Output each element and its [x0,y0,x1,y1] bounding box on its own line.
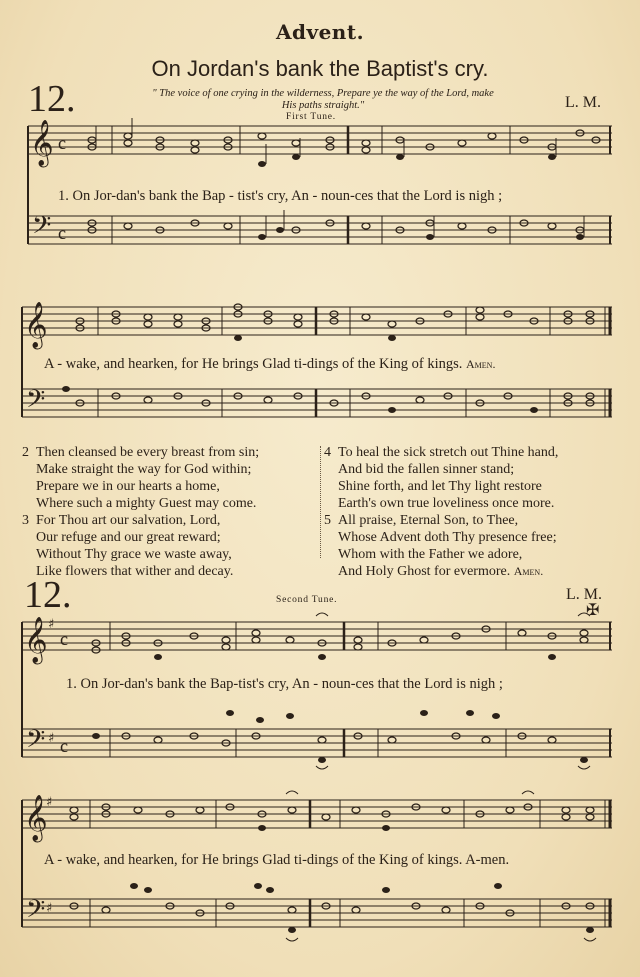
verse-number: 2 [22,445,29,460]
hymn-number: 12. [28,78,76,120]
verse-line: Like flowers that wither and decay. [36,564,234,579]
verse-line: To heal the sick stretch out Thine hand, [338,445,559,460]
svg-text:𝄢: 𝄢 [26,385,46,420]
epigraph-line-2: His paths straight." [281,100,365,111]
epigraph [108,88,538,112]
verses-left [22,444,259,580]
verse-line: Whose Advent doth Thy presence free; [338,530,557,545]
lyric-line-3: 1. On Jor-dan's bank the Bap-tist's cry, An - noun-ces that the Lord is nigh ; [66,676,503,692]
verse-number: 5 [324,513,331,528]
verse-2 [22,444,259,512]
verse-4 [324,444,558,512]
verse-line: Make straight the way for God within; [36,462,252,477]
verse-3 [22,512,259,580]
meter-label: L. M. [565,94,601,111]
svg-text:𝄞: 𝄞 [24,302,48,348]
verse-line: All praise, Eternal Son, to Thee, [338,513,519,528]
lyric-line-4: A - wake, and hearken, for He brings Glad ti-dings of the King of kings. A-men. [44,852,510,868]
verse-amen-label: Amen. [513,564,544,578]
verse-line: And Holy Ghost for evermore. [338,564,511,579]
svg-text:c: c [58,223,66,243]
lyric-line-2-text: A - wake, and hearken, for He brings Glad ti-dings of the King of kings. [44,356,463,372]
meter-label-2: L. M. [566,586,602,603]
lyric-line-2 [44,356,495,373]
svg-text:𝄢: 𝄢 [26,895,46,930]
svg-text:c: c [60,629,68,649]
tune-label: First Tune. [286,112,336,122]
svg-text:𝄞: 𝄞 [30,120,54,166]
svg-text:𝄞: 𝄞 [24,617,48,663]
verse-line: Whom with the Father we adore, [338,547,523,562]
verse-line: Without Thy grace we waste away, [36,547,232,562]
verse-number: 4 [324,445,331,460]
verse-line: Where such a mighty Guest may come. [36,496,257,511]
verse-line: For Thou art our salvation, Lord, [36,513,221,528]
svg-text:♯: ♯ [48,731,55,746]
svg-text:♯: ♯ [46,901,53,916]
svg-text:c: c [58,133,66,153]
svg-text:𝄞: 𝄞 [24,795,48,841]
verses-right [324,444,558,580]
epigraph-line-1: " The voice of one crying in the wilderness, Prepare ye the way of the Lord, make [152,88,494,99]
cross-mark-icon: ✠ [586,600,600,619]
verse-divider [320,446,321,558]
verse-line: And bid the fallen sinner stand; [338,462,515,477]
verse-line: Earth's own true loveliness once more. [338,496,555,511]
svg-text:♯: ♯ [48,617,55,632]
verse-line: Then cleansed be every breast from sin; [36,445,260,460]
section-title: Advent. [275,20,365,44]
verse-line: Our refuge and our great reward; [36,530,221,545]
verse-5 [324,512,558,580]
verse-number: 3 [22,513,29,528]
verse-line: Prepare we in our hearts a home, [36,479,220,494]
svg-text:𝄢: 𝄢 [32,211,52,246]
hymn-number-2: 12. [24,574,72,616]
tune-label-2: Second Tune. [276,595,338,605]
amen-label: Amen. [466,357,496,371]
lyric-line-1: 1. On Jor-dan's bank the Bap - tist's cry, An - noun-ces that the Lord is nigh ; [58,188,503,204]
verse-line: Shine forth, and let Thy light restore [338,479,542,494]
svg-text:♯: ♯ [46,795,53,810]
svg-text:c: c [60,736,68,756]
svg-text:𝄢: 𝄢 [26,725,46,760]
hymn-title: On Jordan's bank the Baptist's cry. [151,56,489,81]
music-system-3 [0,612,640,777]
